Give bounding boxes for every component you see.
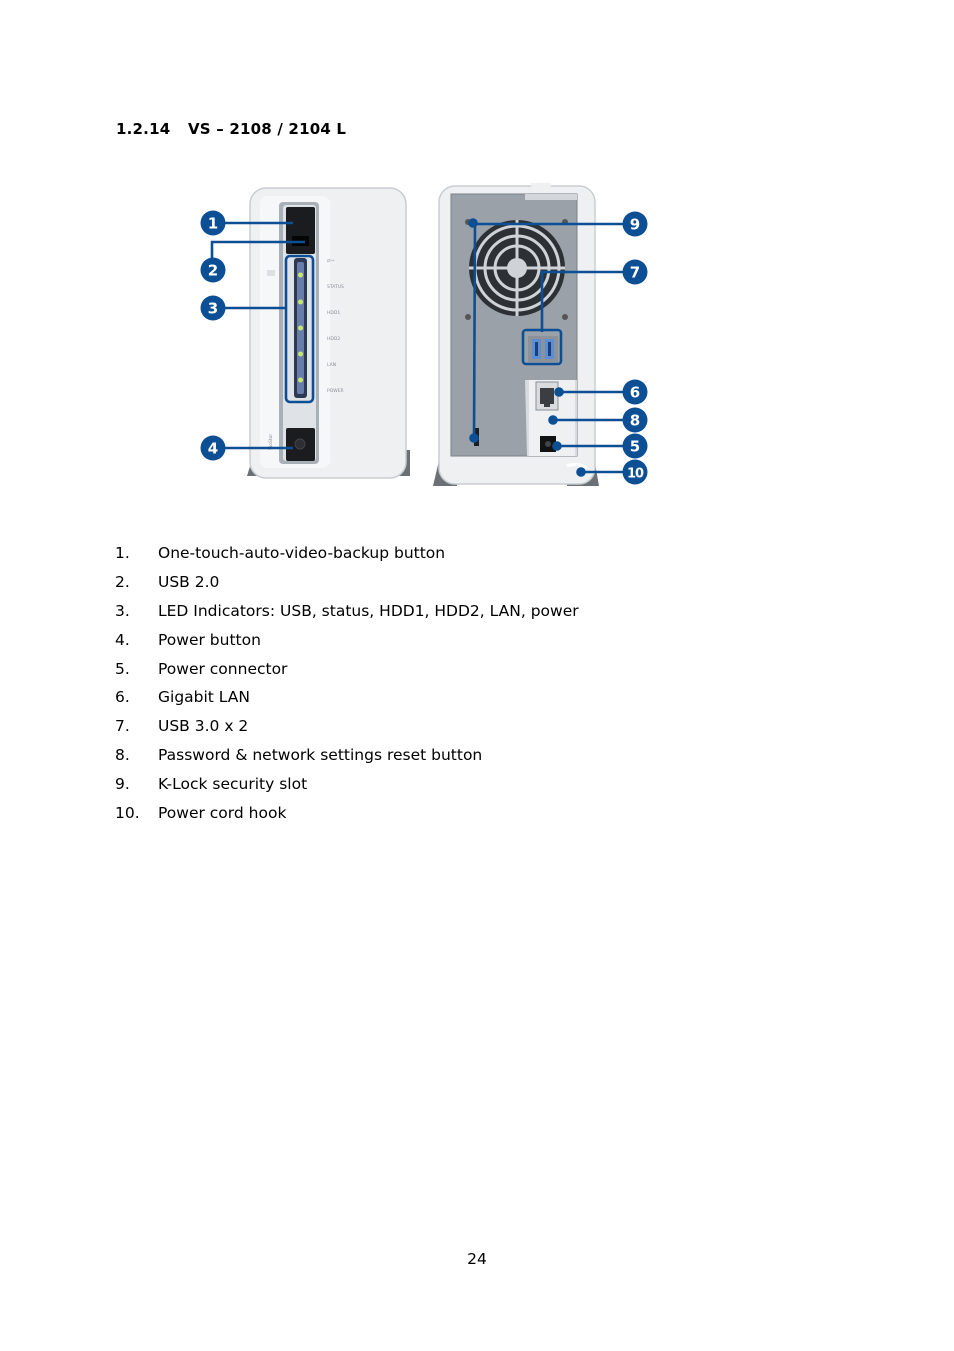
component-list — [115, 543, 579, 832]
device-figure — [195, 180, 665, 495]
svg-text:6: 6 — [629, 383, 641, 402]
front-unit-illustration — [247, 188, 410, 478]
svg-text:1: 1 — [207, 214, 219, 233]
list-item: 2. USB 2.0 — [115, 572, 220, 591]
list-item: 1. One-touch-auto-video-backup button — [115, 544, 446, 562]
front-label-status: STATUS — [327, 285, 344, 290]
page-number: 24 — [467, 1250, 487, 1268]
section-heading — [116, 120, 346, 138]
list-item: 4. Power button — [115, 630, 261, 649]
callout-badge-8 — [623, 408, 648, 433]
callout-badge-4 — [201, 436, 226, 461]
svg-text:5: 5 — [629, 437, 641, 456]
svg-text:8: 8 — [629, 411, 641, 430]
svg-text:7: 7 — [629, 263, 641, 282]
svg-text:10: 10 — [626, 466, 644, 482]
brand-label: VioStor — [269, 433, 274, 450]
list-item: 9. K-Lock security slot — [115, 775, 308, 794]
back-unit-illustration — [433, 183, 599, 486]
svg-text:3: 3 — [207, 299, 219, 318]
svg-text:4: 4 — [207, 439, 219, 458]
callout-badge-3 — [201, 296, 226, 321]
front-label-lan: LAN — [327, 363, 337, 368]
list-item: 3. LED Indicators: USB, status, HDD1, HDD2, LAN, power — [115, 601, 579, 620]
callout-badge-5 — [623, 434, 648, 459]
front-label-hdd2: HDD2 — [327, 337, 341, 342]
usb-symbol: ⇄⇀ — [327, 259, 335, 264]
list-item: 7. USB 3.0 x 2 — [115, 717, 249, 736]
svg-text:2: 2 — [207, 261, 219, 280]
callout-badge-1 — [201, 211, 226, 236]
list-item: 8. Password & network settings reset button — [115, 746, 483, 765]
callout-badge-6 — [623, 380, 648, 405]
front-label-hdd1: HDD1 — [327, 311, 341, 316]
callout-badge-7 — [623, 260, 648, 285]
front-label-power: POWER — [327, 389, 344, 394]
list-item: 10. Power cord hook — [115, 804, 287, 823]
callout-badge-9 — [623, 212, 648, 237]
svg-text:9: 9 — [629, 215, 641, 234]
section-title: VS – 2108 / 2104 L — [188, 120, 347, 138]
list-item: 6. Gigabit LAN — [115, 688, 250, 707]
section-number: 1.2.14 — [116, 120, 171, 138]
list-item: 5. Power connector — [115, 659, 288, 678]
callout-badge-2 — [201, 258, 226, 283]
callout-badge-10 — [623, 460, 648, 485]
